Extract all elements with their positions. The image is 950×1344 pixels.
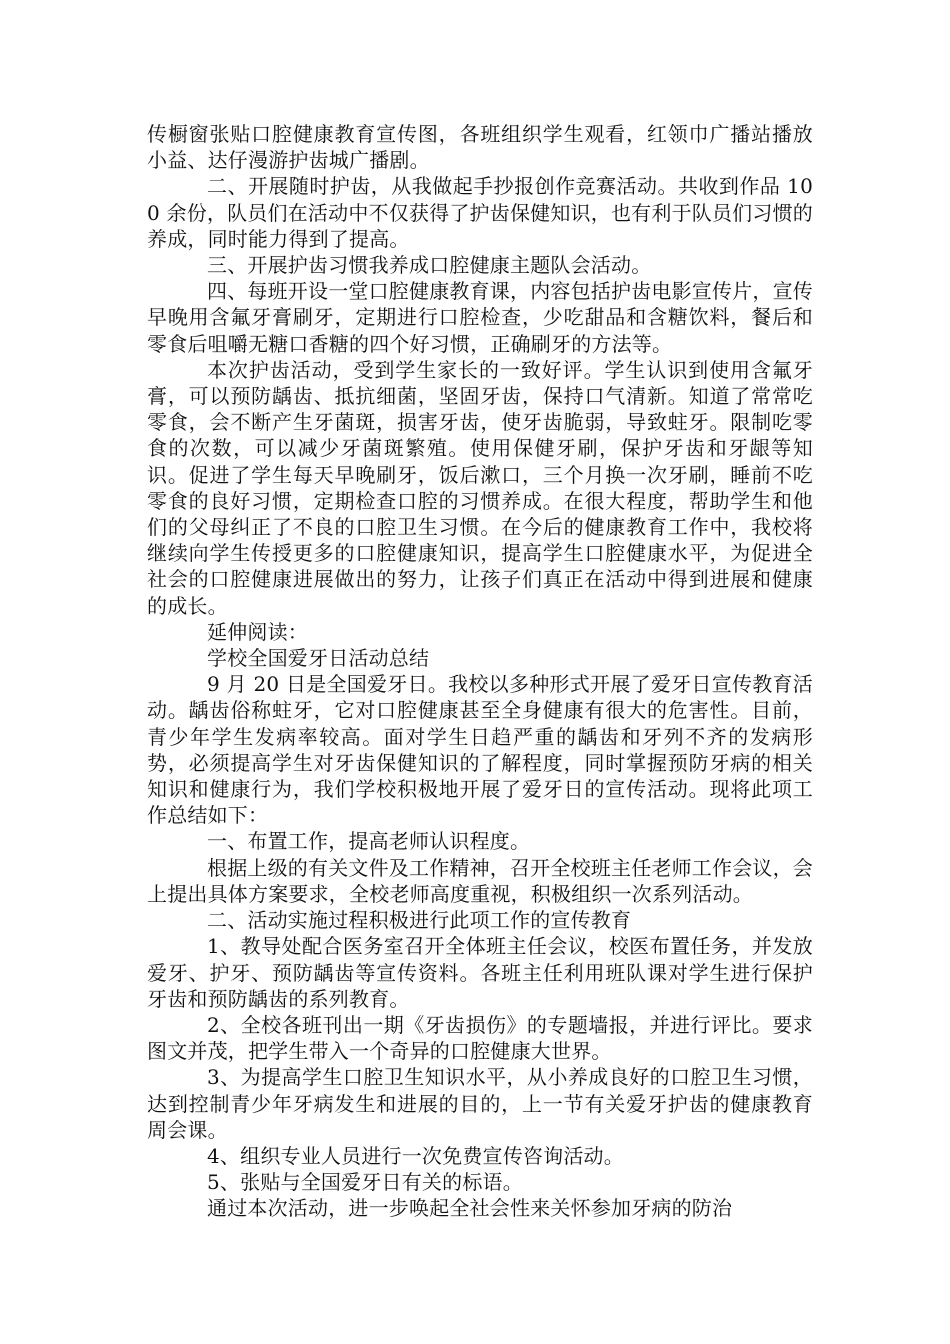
paragraph-summary: 本次护齿活动，受到学生家长的一致好评。学生认识到使用含氟牙膏，可以预防龋齿、抵抗细菌，坚固牙齿，保持口气清新。知道了常常吃零食，会不断产生牙菌斑，损害牙齿，使牙齿脆弱，导致蛀牙。限制吃零食的次数，可以减少牙菌斑繁殖。使用保健牙刷，保护牙齿和牙龈等知识。促进了学生每天早晚刷牙，饭后漱口，三个月换一次牙刷，睡前不吃零食的良好习惯，定期检查口腔的习惯养成。在很大程度，帮助学生和他们的父母纠正了不良的口腔卫生习惯。在今后的健康教育工作中，我校将继续向学生传授更多的口腔健康知识，提高学生口腔健康水平，为促进全社会的口腔健康进展做出的努力，让孩子们真正在活动中得到进展和健康的成长。 — [147, 357, 813, 618]
paragraph-extended-reading-label: 延伸阅读： — [207, 619, 308, 644]
paragraph-item-three: 三、开展护齿习惯我养成口腔健康主题队会活动。 — [207, 253, 652, 278]
paragraph-list-item-5: 5、张贴与全国爱牙日有关的标语。 — [207, 1170, 523, 1195]
paragraph-intro: 9 月 20 日是全国爱牙日。我校以多种形式开展了爱牙日宣传教育活动。龋齿俗称蛀牙，它对口腔健康甚至全身健康有很大的危害性。目前，青少年学生发病率较高。面对学生日趋严重的龋齿和牙列不齐的发病形势，必须提高学生对牙齿保健知识的了解程度，同时掌握预防牙病的相关知识和健康行为，我们学校积极地开展了爱牙日的宣传活动。现将此项工作总结如下： — [147, 672, 813, 828]
paragraph-list-item-2: 2、全校各班刊出一期《牙齿损伤》的专题墙报，并进行评比。要求图文并茂，把学生带入一个奇异的口腔健康大世界。 — [147, 1012, 813, 1064]
document-body — [147, 121, 813, 1222]
paragraph-heading-one: 一、布置工作，提高老师认识程度。 — [207, 829, 531, 854]
paragraph-body-one: 根据上级的有关文件及工作精神，召开全校班主任老师工作会议，会上提出具体方案要求，全校老师高度重视，积极组织一次系列活动。 — [147, 855, 813, 906]
paragraph-list-item-1: 1、教导处配合医务室召开全体班主任会议，校医布置任务，并发放爱牙、护牙、预防龋齿等宣传资料。各班主任利用班队课对学生进行保护牙齿和预防龋齿的系列教育。 — [147, 934, 813, 1011]
paragraph-list-item-4: 4、组织专业人员进行一次免费宣传咨询活动。 — [207, 1143, 624, 1168]
paragraph-list-item-3: 3、为提高学生口腔卫生知识水平，从小养成良好的口腔卫生习惯，达到控制青少年牙病发生和进展的目的，上一节有关爱牙护齿的健康教育周会课。 — [147, 1065, 813, 1142]
section-title: 学校全国爱牙日活动总结 — [207, 646, 430, 671]
paragraph-item-four: 四、每班开设一堂口腔健康教育课，内容包括护齿电影宣传片，宣传早晚用含氟牙膏刷牙，定期进行口腔检查，少吃甜品和含糖饮料，餐后和零食后咀嚼无糖口香糖的四个好习惯，正确刷牙的方法等。 — [147, 279, 813, 356]
paragraph-continuation: 传橱窗张贴口腔健康教育宣传图，各班组织学生观看，红领巾广播站播放小益、达仔漫游护齿城广播剧。 — [147, 122, 813, 173]
paragraph-closing: 通过本次活动，进一步唤起全社会性来关怀参加牙病的防治 — [207, 1196, 733, 1221]
paragraph-heading-two: 二、活动实施过程积极进行此项工作的宣传教育 — [207, 908, 632, 933]
paragraph-item-two: 二、开展随时护齿，从我做起手抄报创作竞赛活动。共收到作品 100 余份，队员们在活动中不仅获得了护齿保健知识，也有利于队员们习惯的养成，同时能力得到了提高。 — [147, 174, 813, 251]
